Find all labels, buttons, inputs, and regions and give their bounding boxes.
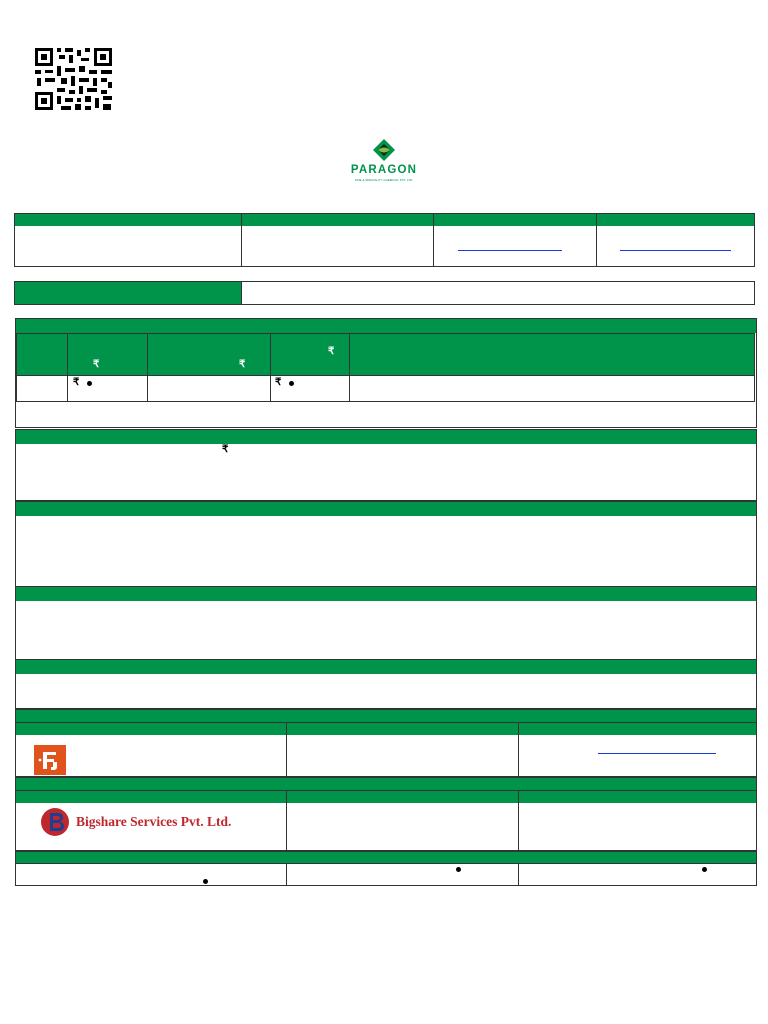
section-four-header xyxy=(16,430,756,444)
bottom-header xyxy=(16,852,756,863)
promoter-label-cell xyxy=(15,282,241,304)
section-five-header xyxy=(16,502,756,516)
website-link[interactable] xyxy=(620,250,731,251)
lead-manager-website-link[interactable] xyxy=(598,753,716,754)
header-rupee-symbol: ₹ xyxy=(93,359,100,370)
email-link[interactable] xyxy=(458,250,562,251)
lead-manager-logo-icon xyxy=(34,745,66,775)
price-table-header-row xyxy=(17,334,754,375)
bullet-dot xyxy=(203,879,208,884)
promoter-row xyxy=(14,281,755,305)
company-info-table xyxy=(14,213,755,267)
registrar-name: Bigshare Services Pvt. Ltd. xyxy=(76,814,232,829)
header-rupee-symbol: ₹ xyxy=(239,359,246,370)
section-seven xyxy=(15,659,757,709)
bullet-dot xyxy=(456,867,461,872)
issue-details-header xyxy=(16,319,756,333)
bigshare-logo-icon xyxy=(40,804,74,840)
section-five xyxy=(15,501,757,587)
section-seven-header xyxy=(16,660,756,674)
price-rupee-symbol: ₹ xyxy=(275,377,282,388)
company-logo xyxy=(338,138,430,186)
qr-code xyxy=(34,46,114,112)
issue-details-section xyxy=(15,318,757,428)
section-four xyxy=(15,429,757,501)
logo-tagline-text: FINE & SPECIALITY CHEMICAL PVT. LTD. xyxy=(354,178,414,182)
section-rupee-symbol: ₹ xyxy=(222,444,229,455)
price-table xyxy=(16,333,755,402)
header-rupee-symbol: ₹ xyxy=(328,346,335,357)
registrar-logo xyxy=(40,804,256,840)
logo-brand-text: PARAGON xyxy=(350,164,418,176)
bullet-dot xyxy=(87,381,92,386)
registrar-section xyxy=(15,777,757,851)
bullet-dot xyxy=(702,867,707,872)
price-rupee-symbol: ₹ xyxy=(73,377,80,388)
bottom-section xyxy=(15,851,757,886)
company-info-header-row xyxy=(15,214,754,226)
section-six-header xyxy=(16,587,756,601)
lead-manager-section xyxy=(15,709,757,777)
bullet-dot xyxy=(289,381,294,386)
section-six xyxy=(15,586,757,660)
